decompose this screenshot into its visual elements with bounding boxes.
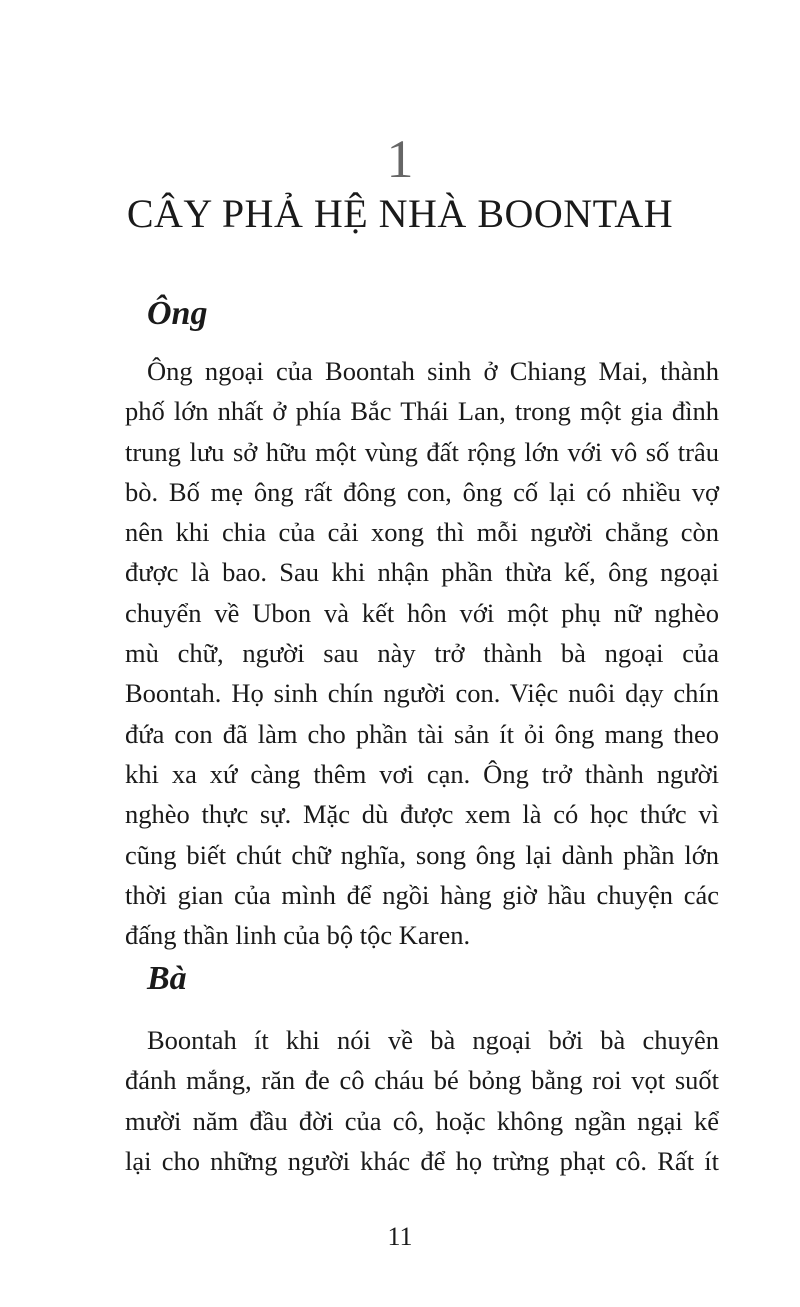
text-line: phố lớn nhất ở phía Bắc Thái Lan, trong một gia đình (125, 396, 719, 427)
text-line: trung lưu sở hữu một vùng đất rộng lớn với vô số trâu (125, 436, 719, 467)
text-line: mù chữ, người sau này trở thành bà ngoại của (125, 638, 719, 669)
text-line: chuyển về Ubon và kết hôn với một phụ nữ nghèo (125, 597, 719, 628)
text-line: đấng thần linh của bộ tộc Karen. (125, 920, 471, 951)
text-line: cũng biết chút chữ nghĩa, song ông lại dành phần lớn (125, 839, 719, 870)
text-line: khi xa xứ càng thêm vơi cạn. Ông trở thành người (125, 758, 719, 789)
section-paragraph-ong (125, 351, 719, 955)
chapter-number: 1 (386, 129, 414, 189)
page-number: 11 (387, 1222, 413, 1251)
text-line: nghèo thực sự. Mặc dù được xem là có học thức vì (125, 799, 719, 830)
text-line: đánh mắng, răn đe cô cháu bé bỏng bằng roi vọt suốt (125, 1065, 719, 1096)
text-line: được là bao. Sau khi nhận phần thừa kế, ông ngoại (125, 557, 719, 588)
text-line: bò. Bố mẹ ông rất đông con, ông cố lại có nhiều vợ (125, 476, 719, 507)
text-line: Boontah. Họ sinh chín người con. Việc nuôi dạy chín (125, 678, 719, 709)
text-line: Ông ngoại của Boontah sinh ở Chiang Mai, thành (147, 356, 719, 386)
text-line: nên khi chia của cải xong thì mỗi người chẳng còn (125, 517, 719, 548)
section-heading-ong: Ông (147, 295, 208, 332)
chapter-title: CÂY PHẢ HỆ NHÀ BOONTAH (126, 191, 674, 236)
text-line: lại cho những người khác để họ trừng phạt cô. Rất ít (125, 1145, 719, 1176)
section-heading-ba: Bà (147, 960, 187, 997)
section-paragraph-ba (125, 1020, 719, 1181)
text-line: đứa con đã làm cho phần tài sản ít ỏi ông mang theo (125, 718, 719, 749)
text-line: Boontah ít khi nói về bà ngoại bởi bà chuyên (147, 1025, 719, 1055)
text-line: mười năm đầu đời của cô, hoặc không ngần ngại kể (125, 1105, 719, 1136)
text-line: thời gian của mình để ngồi hàng giờ hầu chuyện các (125, 879, 719, 910)
